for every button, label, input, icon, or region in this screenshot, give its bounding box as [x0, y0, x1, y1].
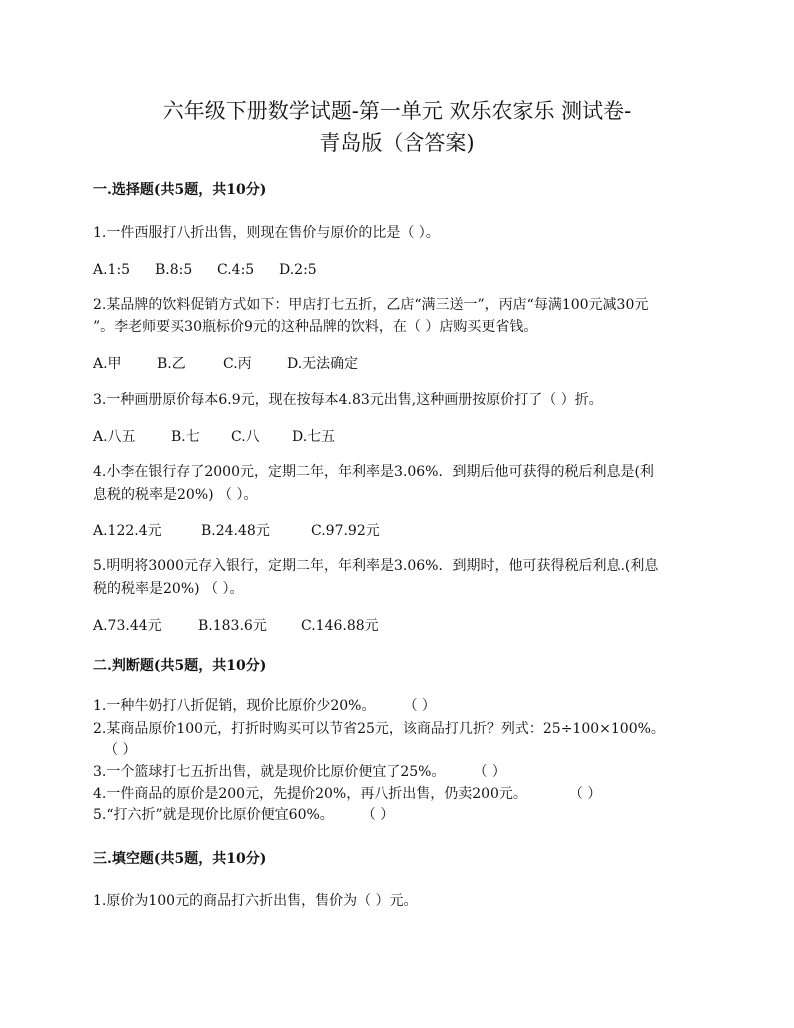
- exam-title-line-2: 青岛版（含答案): [319, 131, 475, 155]
- option-c: C.丙: [223, 356, 252, 372]
- judge-question-4: [93, 784, 601, 804]
- option-c: C.4:5: [217, 262, 255, 278]
- option-d: D.2:5: [279, 262, 317, 278]
- option-b: B.8:5: [155, 262, 193, 278]
- option-b: B.七: [171, 429, 200, 445]
- choice-question-3: 3.一种画册原价每本6.9元，现在按每本4.83元出售,这种画册按原价打了（ ）折。: [93, 392, 603, 408]
- judge-question-1-text: 1.一种牛奶打八折促销，现价比原价少20%。: [93, 698, 376, 714]
- answer-blank: （ ）: [403, 698, 436, 714]
- fill-question-1: 1.原价为100元的商品打六折出售，售价为（ ）元。: [93, 893, 418, 909]
- choice-question-4-options: [93, 521, 380, 541]
- option-a: A.122.4元: [93, 523, 162, 539]
- judge-question-2-text: 2.某商品原价100元，打折时购买可以节省25元，该商品打几折？列式：25÷100×100%。: [93, 721, 665, 737]
- answer-blank: （ ）: [568, 786, 602, 802]
- option-c: C.八: [231, 429, 260, 445]
- exam-title-line-1: 六年级下册数学试题-第一单元 欢乐农家乐 测试卷-: [162, 99, 632, 123]
- judge-question-3: [93, 762, 506, 782]
- choice-question-4-line-1: 4.小李在银行存了2000元，定期二年，年利率是3.06%．到期后他可获得的税后利息是(利: [93, 464, 654, 480]
- judge-question-2: [93, 719, 665, 739]
- judge-question-5-text: 5.“打六折”就是现价比原价便宜60%。: [93, 807, 334, 823]
- judge-question-4-text: 4.一件商品的原价是200元，先提价20%，再八折出售，仍卖200元。: [93, 786, 527, 802]
- choice-question-3-options: [93, 427, 335, 447]
- answer-blank: （ ）: [104, 742, 137, 758]
- option-b: B.乙: [157, 356, 186, 372]
- option-c: C.97.92元: [311, 523, 380, 539]
- option-d: D.七五: [292, 429, 336, 445]
- choice-question-4-line-2: 息税的税率是20%) （ ）。: [93, 487, 258, 503]
- option-d: D.无法确定: [287, 356, 359, 372]
- option-c: C.146.88元: [301, 618, 379, 634]
- choice-question-1-options: [93, 260, 317, 280]
- judge-question-1: [93, 696, 436, 716]
- section-heading-choice: 一.选择题(共5题，共10分): [93, 182, 267, 198]
- answer-blank: （ ）: [473, 764, 506, 780]
- judge-question-3-text: 3.一个篮球打七五折出售，就是现价比原价便宜了25%。: [93, 764, 446, 780]
- option-a: A.八五: [93, 429, 136, 445]
- choice-question-2-line-2: ”。李老师要买30瓶标价9元的这种品牌的饮料，在（ ）店购买更省钱。: [93, 319, 538, 335]
- choice-question-2-options: [93, 354, 358, 374]
- choice-question-2-line-1: 2.某品牌的饮料促销方式如下：甲店打七五折，乙店“满三送一”，丙店“每满100元减30元: [93, 297, 649, 313]
- choice-question-5-line-2: 税的税率是20%) （ ）。: [93, 581, 244, 597]
- choice-question-5-options: [93, 616, 379, 636]
- option-a: A.73.44元: [93, 618, 162, 634]
- answer-blank: （ ）: [361, 807, 395, 823]
- section-heading-judge: 二.判断题(共5题，共10分): [93, 658, 267, 674]
- option-b: B.183.6元: [198, 618, 267, 634]
- section-heading-fill: 三.填空题(共5题，共10分): [93, 851, 267, 867]
- choice-question-1: 1.一件西服打八折出售，则现在售价与原价的比是（ ）。: [93, 225, 440, 241]
- option-a: A.甲: [93, 356, 122, 372]
- choice-question-5-line-1: 5.明明将3000元存入银行，定期二年，年利率是3.06%．到期时，他可获得税后利息.(利息: [93, 558, 659, 574]
- option-b: B.24.48元: [201, 523, 270, 539]
- judge-question-5: [93, 805, 394, 825]
- option-a: A.1:5: [93, 262, 131, 278]
